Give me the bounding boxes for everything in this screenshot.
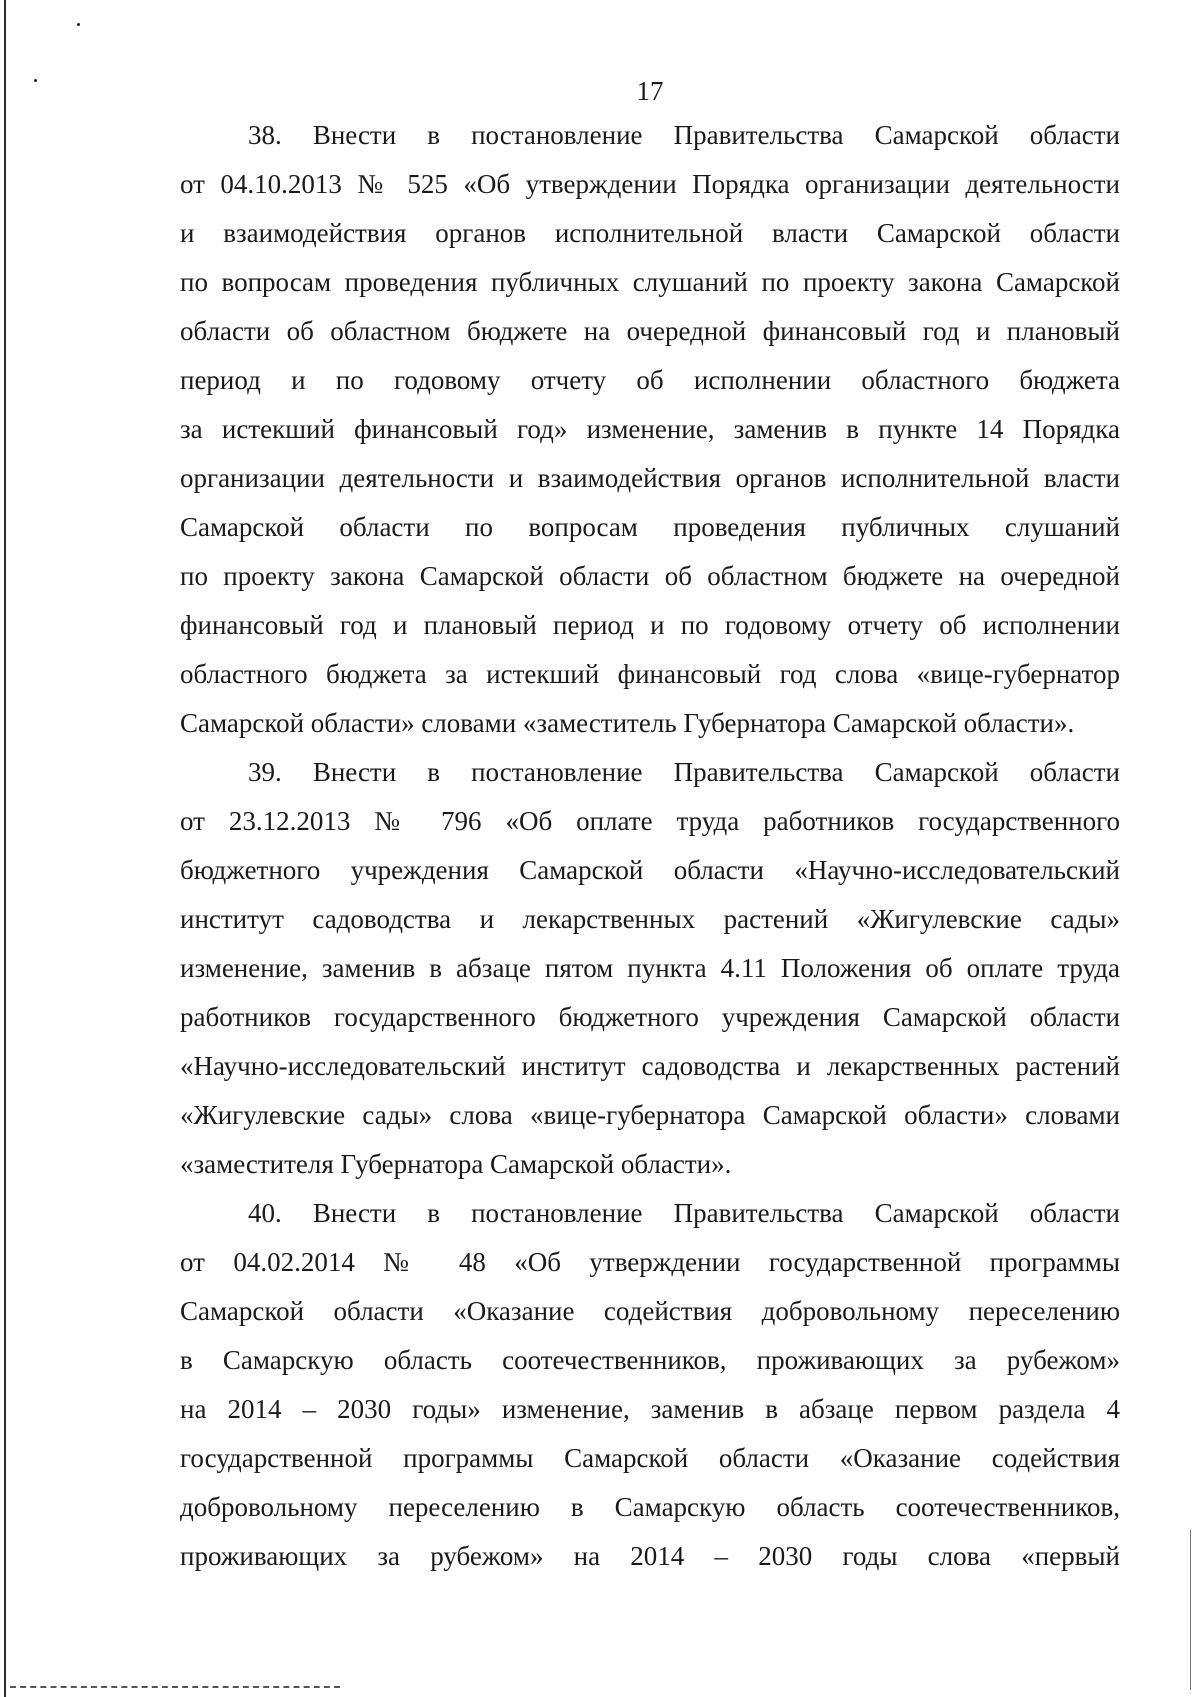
text-line: изменение, заменив в абзаце пятом пункта 4.11 Положения об оплате труда [180, 953, 1120, 983]
text-line: работников государственного бюджетного учреждения Самарской области [180, 1002, 1120, 1032]
text-line: в Самарскую область соотечественников, проживающих за рубежом» [180, 1345, 1120, 1375]
text-line: институт садоводства и лекарственных растений «Жигулевские сады» [180, 904, 1120, 934]
text-line: и взаимодействия органов исполнительной власти Самарской области [180, 218, 1120, 248]
text-line: проживающих за рубежом» на 2014 – 2030 годы слова «первый [180, 1541, 1120, 1571]
page-number: 17 [636, 76, 664, 106]
text-line: от 04.02.2014 № 48 «Об утверждении государственной программы [180, 1247, 1120, 1277]
document-body [180, 111, 1120, 1581]
text-line: государственной программы Самарской области «Оказание содействия [180, 1443, 1120, 1473]
text-line: «Жигулевские сады» слова «вице-губернатора Самарской области» словами [180, 1100, 1120, 1130]
text-line: 38. Внести в постановление Правительства Самарской области [248, 120, 1120, 150]
scan-footer-dash [10, 1686, 340, 1688]
text-line: от 23.12.2013 № 796 «Об оплате труда работников государственного [180, 806, 1120, 836]
scan-edge-left [4, 0, 6, 1697]
text-line: Самарской области «Оказание содействия добровольному переселению [180, 1296, 1120, 1326]
text-line: «заместителя Губернатора Самарской области». [180, 1149, 732, 1179]
text-line: добровольному переселению в Самарскую область соотечественников, [180, 1492, 1120, 1522]
text-line: на 2014 – 2030 годы» изменение, заменив в абзаце первом раздела 4 [180, 1394, 1120, 1424]
scan-edge-right [1190, 1530, 1191, 1690]
scan-speck [77, 23, 80, 26]
text-line: Самарской области» словами «заместитель Губернатора Самарской области». [180, 708, 1075, 738]
paragraph-40 [180, 1189, 1120, 1581]
text-line: финансовый год и плановый период и по годовому отчету об исполнении [180, 610, 1120, 640]
text-line: 39. Внести в постановление Правительства Самарской области [248, 757, 1120, 787]
text-line: за истекший финансовый год» изменение, заменив в пункте 14 Порядка [180, 414, 1120, 444]
text-line: Самарской области по вопросам проведения публичных слушаний [180, 512, 1120, 542]
text-line: бюджетного учреждения Самарской области «Научно-исследовательский [180, 855, 1120, 885]
paragraph-38 [180, 111, 1120, 748]
text-line: области об областном бюджете на очередной финансовый год и плановый [180, 316, 1120, 346]
text-line: организации деятельности и взаимодействия органов исполнительной власти [180, 463, 1120, 493]
text-line: «Научно-исследовательский институт садоводства и лекарственных растений [180, 1051, 1120, 1081]
text-line: от 04.10.2013 № 525 «Об утверждении Порядка организации деятельности [180, 169, 1120, 199]
text-line: период и по годовому отчету об исполнении областного бюджета [180, 365, 1120, 395]
text-line: 40. Внести в постановление Правительства Самарской области [248, 1198, 1120, 1228]
paragraph-39 [180, 748, 1120, 1189]
text-line: по вопросам проведения публичных слушаний по проекту закона Самарской [180, 267, 1120, 297]
text-line: по проекту закона Самарской области об областном бюджете на очередной [180, 561, 1120, 591]
text-line: областного бюджета за истекший финансовый год слова «вице-губернатор [180, 659, 1120, 689]
